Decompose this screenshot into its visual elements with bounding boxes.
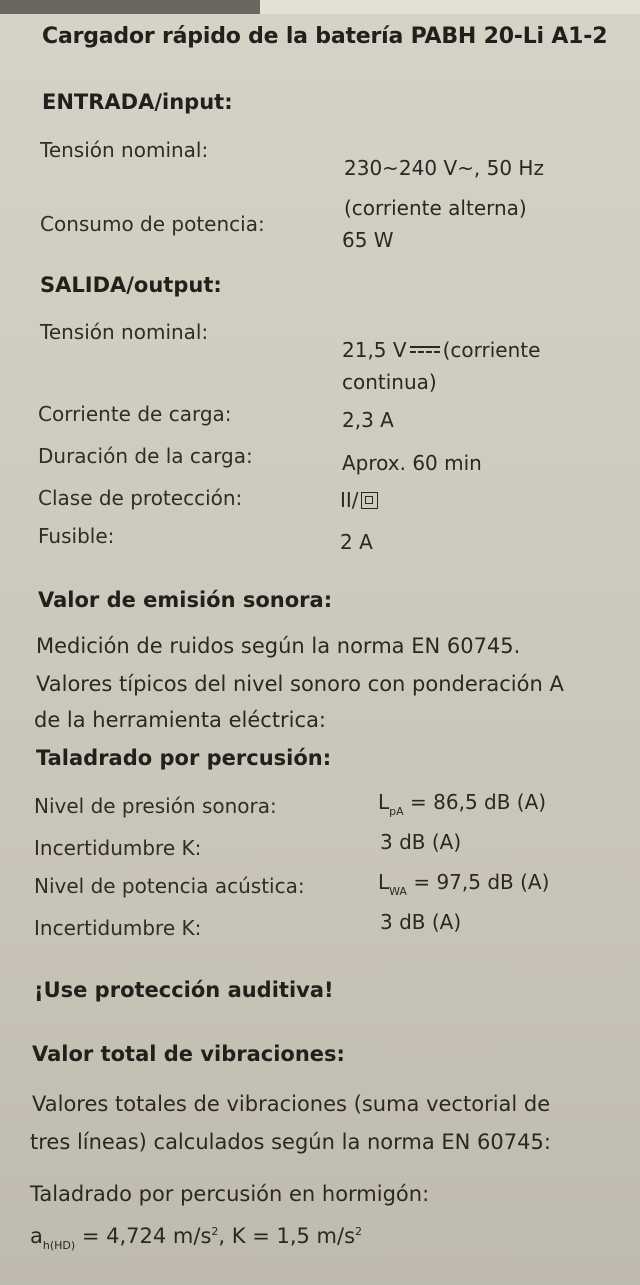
- formula-subscript: h(HD): [42, 1239, 76, 1252]
- next-page-edge: [260, 0, 640, 14]
- hormigon-label: Taladrado por percusión en hormigón:: [30, 1182, 430, 1206]
- potencia-value: [378, 872, 549, 897]
- protection-class-text: II/: [340, 488, 359, 512]
- entrada-consumo-value: 65 W: [342, 228, 394, 252]
- salida-clase-label: Clase de protección:: [38, 486, 243, 510]
- presion-value: [378, 792, 546, 817]
- hearing-protection-warning: ¡Use protección auditiva!: [34, 978, 334, 1002]
- sonora-text-line2: Valores típicos del nivel sonoro con ponderación A: [36, 672, 564, 696]
- entrada-consumo-label: Consumo de potencia:: [40, 212, 265, 236]
- potencia-number: = 97,5 dB (A): [406, 870, 550, 894]
- vibration-formula: [30, 1226, 362, 1251]
- potencia-subscript: WA: [389, 885, 407, 898]
- salida-tension-volts: 21,5 V: [342, 338, 407, 362]
- salida-clase-value: [340, 490, 378, 510]
- entrada-tension-value-note: (corriente alterna): [344, 196, 527, 220]
- salida-corriente-label: Corriente de carga:: [38, 402, 232, 426]
- formula-uncertainty: , K = 1,5 m/s: [218, 1224, 356, 1248]
- incertidumbre1-value: 3 dB (A): [380, 830, 462, 854]
- presion-label: Nivel de presión sonora:: [34, 794, 277, 818]
- incertidumbre2-value: 3 dB (A): [380, 910, 462, 934]
- salida-duracion-value: Aprox. 60 min: [342, 451, 482, 475]
- presion-symbol: L: [378, 790, 390, 814]
- entrada-tension-value: 230~240 V~, 50 Hz: [344, 156, 544, 180]
- formula-exponent2: 2: [355, 1225, 363, 1238]
- potencia-symbol: L: [378, 870, 390, 894]
- incertidumbre2-label: Incertidumbre K:: [34, 916, 202, 940]
- document-title: Cargador rápido de la batería PABH 20-Li A1-2: [42, 24, 608, 49]
- double-insulation-icon: [361, 492, 378, 509]
- formula-symbol: a: [30, 1224, 43, 1248]
- salida-fusible-value: 2 A: [340, 530, 373, 554]
- vibraciones-heading: Valor total de vibraciones:: [32, 1042, 345, 1066]
- incertidumbre1-label: Incertidumbre K:: [34, 836, 202, 860]
- potencia-label: Nivel de potencia acústica:: [34, 874, 305, 898]
- sonora-text-line1: Medición de ruidos según la norma EN 60745.: [36, 634, 521, 658]
- formula-value: = 4,724 m/s: [75, 1224, 212, 1248]
- formula-exponent1: 2: [211, 1225, 219, 1238]
- entrada-heading: ENTRADA/input:: [42, 90, 233, 114]
- salida-fusible-label: Fusible:: [38, 524, 115, 548]
- vibraciones-text-line2: tres líneas) calculados según la norma EN 60745:: [30, 1130, 551, 1154]
- sonora-text-line3: de la herramienta eléctrica:: [34, 708, 327, 732]
- direct-current-icon: [410, 346, 440, 355]
- salida-tension-label: Tensión nominal:: [40, 320, 209, 344]
- presion-number: = 86,5 dB (A): [403, 790, 547, 814]
- vibraciones-text-line1: Valores totales de vibraciones (suma vectorial de: [32, 1092, 551, 1116]
- salida-tension-value-note: continua): [342, 370, 437, 394]
- sonora-heading: Valor de emisión sonora:: [38, 588, 333, 612]
- entrada-tension-label: Tensión nominal:: [40, 138, 209, 162]
- presion-subscript: pA: [389, 805, 404, 818]
- salida-corriente-value: 2,3 A: [342, 408, 394, 432]
- salida-heading: SALIDA/output:: [40, 273, 222, 297]
- sonora-subheading: Taladrado por percusión:: [36, 746, 332, 770]
- salida-tension-type: (corriente: [442, 338, 541, 362]
- salida-duracion-label: Duración de la carga:: [38, 444, 253, 468]
- salida-tension-value: [342, 340, 540, 360]
